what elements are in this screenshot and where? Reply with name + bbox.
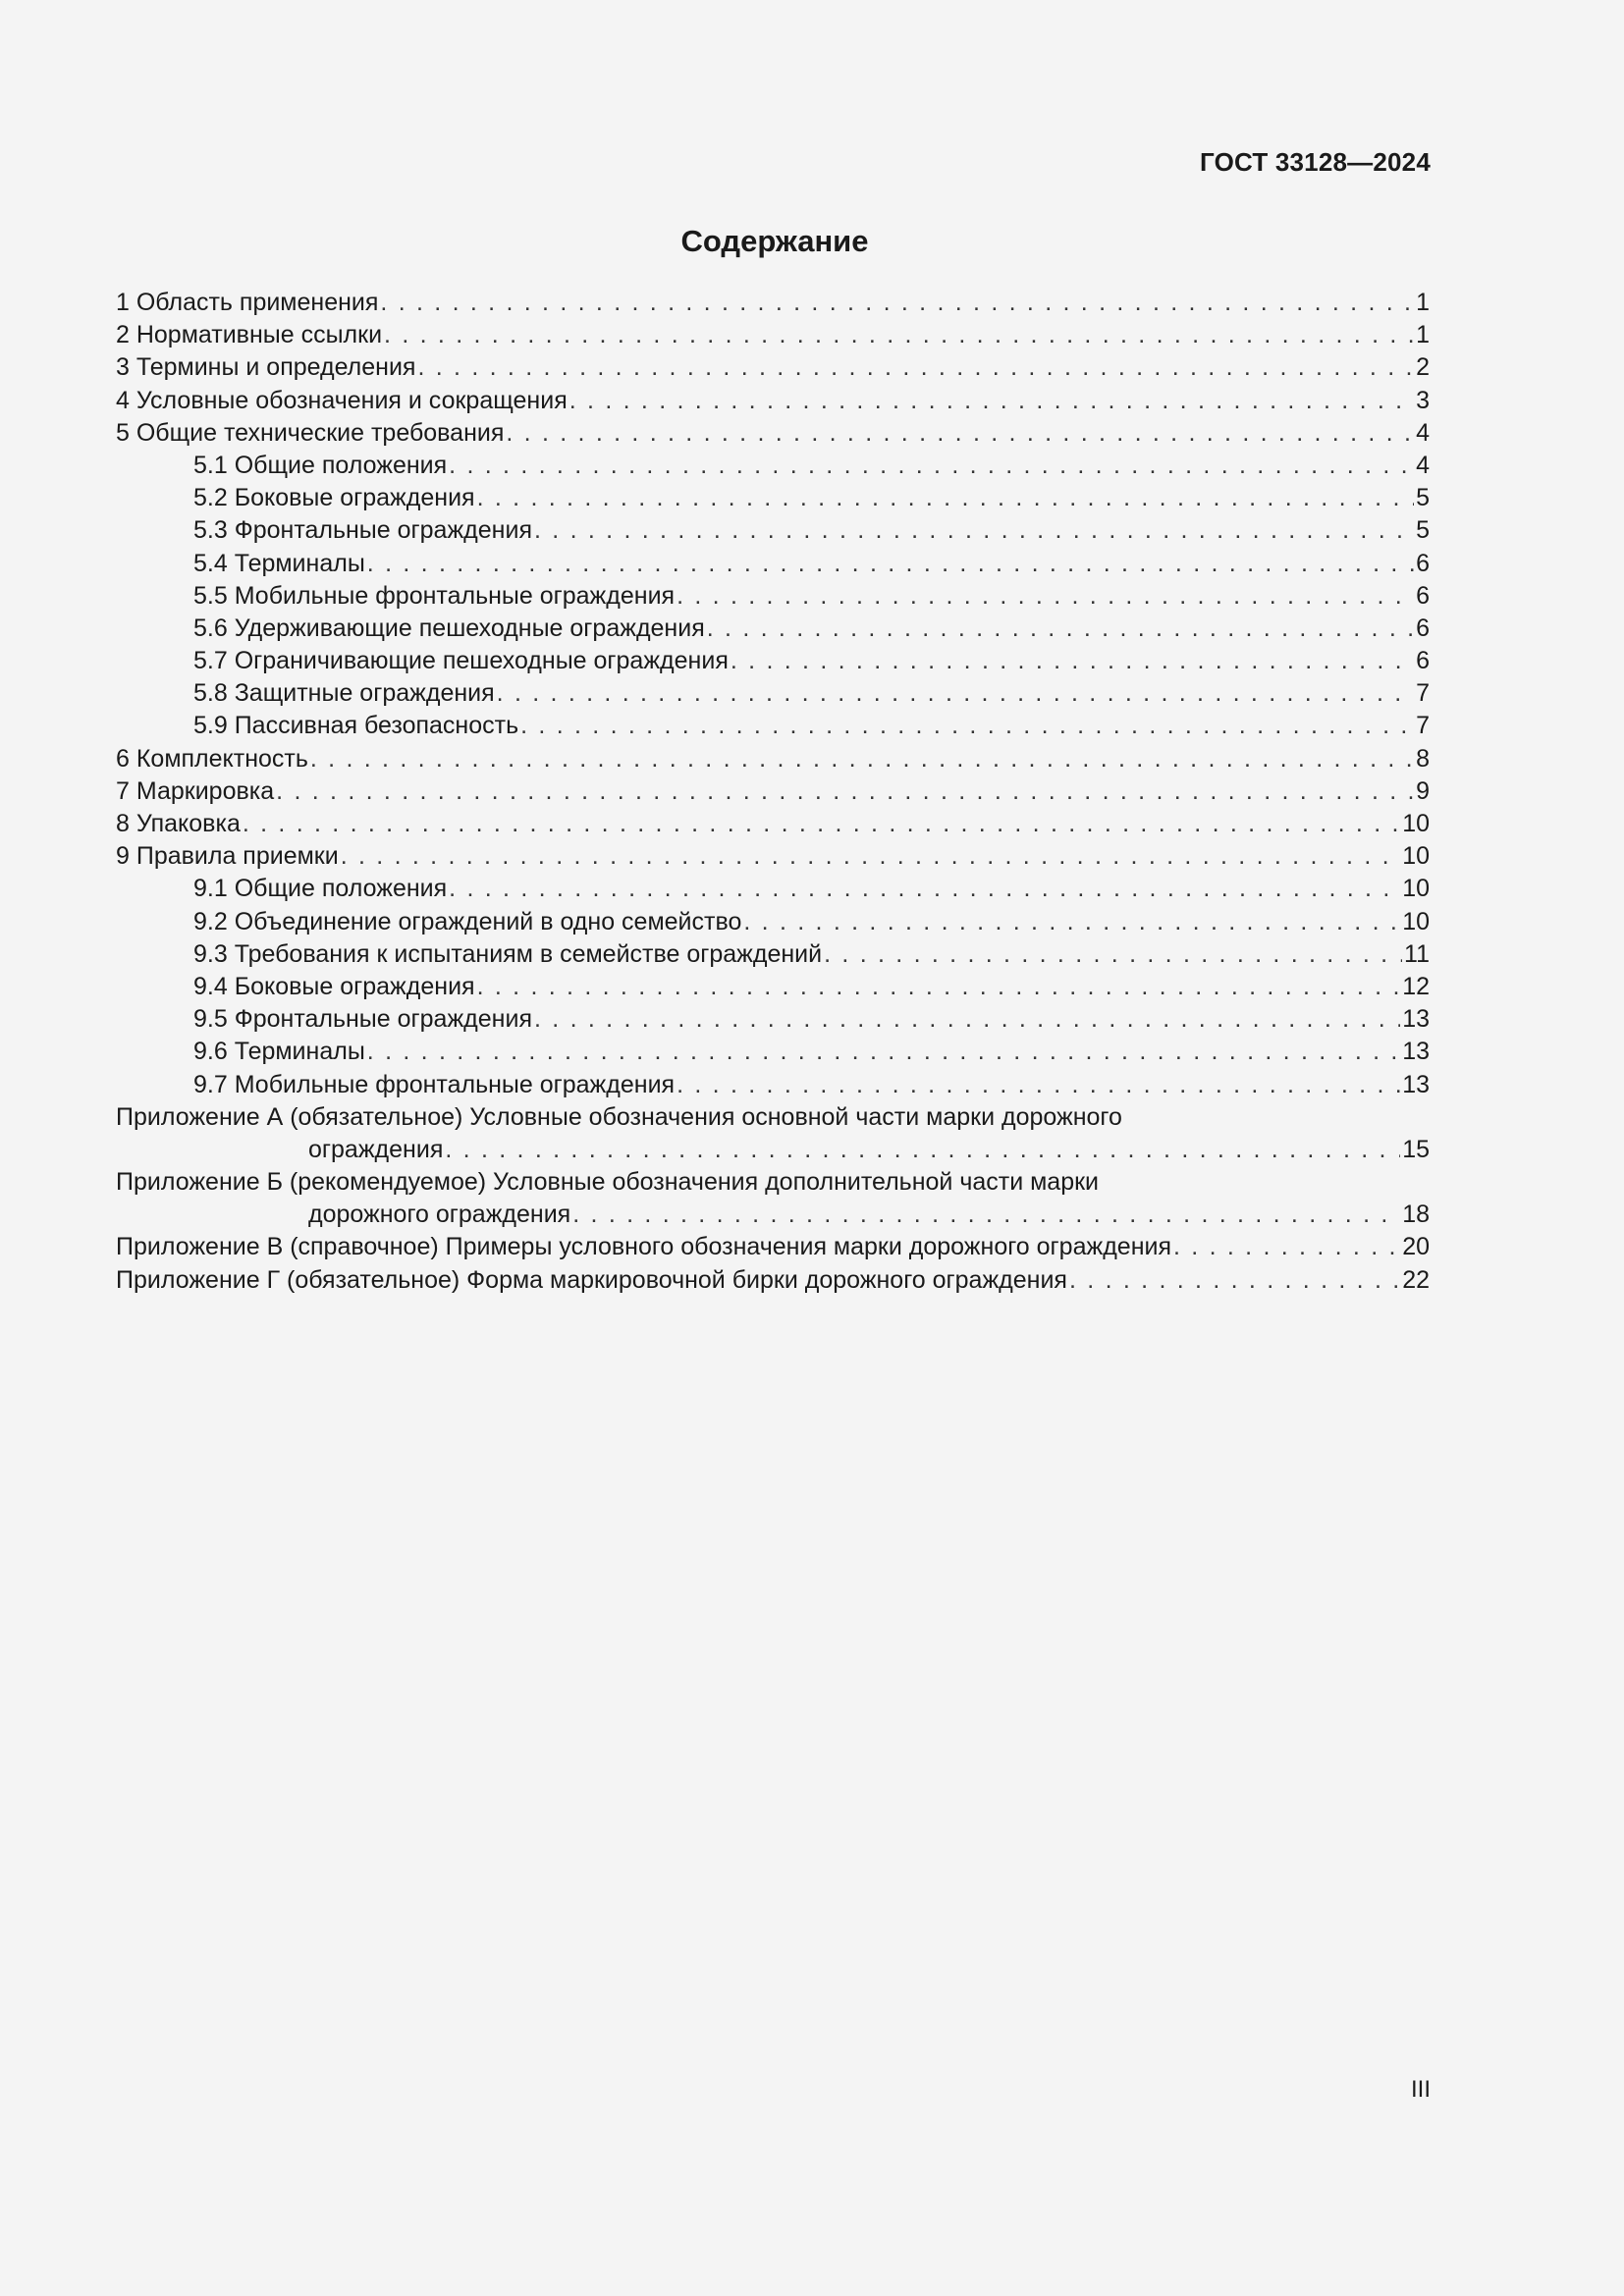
toc-dot-leader xyxy=(824,938,1402,971)
toc-dot-leader xyxy=(1069,1264,1400,1297)
toc-dot-leader xyxy=(497,677,1414,710)
toc-dot-leader xyxy=(677,580,1414,613)
toc-entry[interactable] xyxy=(116,906,1430,938)
toc-entry[interactable] xyxy=(116,482,1430,514)
toc-title: Содержание xyxy=(680,224,869,258)
toc-entry-label: 5.9 Пассивная безопасность xyxy=(193,712,519,740)
toc-entry-page: 4 xyxy=(1416,418,1430,447)
toc-entry[interactable] xyxy=(116,1264,1430,1297)
toc-entry-page: 22 xyxy=(1402,1265,1430,1294)
toc-entry[interactable] xyxy=(116,450,1430,482)
toc-entry-label: 9.2 Объединение ограждений в одно семейство xyxy=(193,907,742,935)
toc-dot-leader xyxy=(677,1069,1400,1101)
toc-dot-leader xyxy=(449,450,1414,482)
toc-dot-leader xyxy=(243,808,1400,840)
toc-dot-leader xyxy=(743,906,1400,938)
toc-entry-page: 2 xyxy=(1416,353,1430,382)
toc-entry-page: 10 xyxy=(1402,810,1430,837)
toc-entry-page: 5 xyxy=(1416,484,1430,512)
toc-dot-leader xyxy=(534,1003,1400,1036)
toc-entry-label: 5 Общие технические требования xyxy=(116,418,505,447)
toc-dot-leader xyxy=(445,1134,1400,1166)
toc-dot-leader xyxy=(477,482,1415,514)
toc-entry-label: дорожного ограждения xyxy=(308,1201,571,1229)
toc-entry-label: 6 Комплектность xyxy=(116,744,308,773)
toc-entry-page: 7 xyxy=(1416,679,1430,708)
toc-dot-leader xyxy=(572,1199,1400,1231)
toc-entry-label: 5.5 Мобильные фронтальные ограждения xyxy=(193,581,676,610)
toc-entry-label: 9.4 Боковые ограждения xyxy=(193,972,475,1000)
toc-dot-leader xyxy=(380,287,1414,319)
toc-entry-page: 1 xyxy=(1416,289,1430,316)
toc-dot-leader xyxy=(1173,1231,1400,1263)
toc-entry[interactable] xyxy=(116,385,1430,417)
toc-dot-leader xyxy=(276,775,1414,808)
toc-entry[interactable] xyxy=(116,548,1430,580)
toc-entry-page: 13 xyxy=(1402,1070,1430,1098)
toc-entry[interactable] xyxy=(116,808,1430,840)
toc-entry-page: 6 xyxy=(1416,581,1430,610)
toc-dot-leader xyxy=(707,613,1414,645)
toc-dot-leader xyxy=(367,1036,1400,1068)
toc-dot-leader xyxy=(367,548,1414,580)
toc-entry-label: 9.6 Терминалы xyxy=(193,1038,365,1066)
toc-entry-label: 3 Термины и определения xyxy=(116,353,416,382)
toc-entry-label: 5.7 Ограничивающие пешеходные ограждения xyxy=(193,647,729,675)
toc-entry-page: 8 xyxy=(1416,744,1430,773)
toc-entry-label: 9 Правила приемки xyxy=(116,842,339,871)
toc-entry-label: ограждения xyxy=(308,1135,444,1163)
toc-entry-page: 10 xyxy=(1402,907,1430,935)
toc-entry-page: 13 xyxy=(1402,1005,1430,1034)
toc-entry[interactable] xyxy=(116,710,1430,742)
toc-entry-label: Приложение Б (рекомендуемое) Условные обозначения дополнительной части марки xyxy=(116,1168,1100,1197)
toc-entry-page: 1 xyxy=(1416,321,1430,349)
toc-entry-label: 5.2 Боковые ограждения xyxy=(193,484,475,512)
toc-entry[interactable] xyxy=(116,514,1430,547)
toc-entry[interactable] xyxy=(116,1003,1430,1036)
toc-entry[interactable] xyxy=(116,580,1430,613)
toc-entry-label: Приложение Г (обязательное) Форма маркировочной бирки дорожного ограждения xyxy=(116,1265,1067,1294)
toc-dot-leader xyxy=(449,873,1400,905)
toc-entry-label: 8 Упаковка xyxy=(116,810,241,837)
toc-dot-leader xyxy=(341,840,1400,873)
toc-entry[interactable] xyxy=(116,1101,1430,1134)
toc-entry-page: 6 xyxy=(1416,549,1430,577)
toc-entry[interactable] xyxy=(116,743,1430,775)
toc-entry-label: 5.4 Терминалы xyxy=(193,549,365,577)
toc-entry[interactable] xyxy=(116,775,1430,808)
toc-entry-page: 4 xyxy=(1416,451,1430,479)
toc-entry-page: 10 xyxy=(1402,875,1430,903)
toc-entry[interactable] xyxy=(116,351,1430,384)
toc-entry[interactable] xyxy=(116,319,1430,351)
toc-entry-label: 1 Область применения xyxy=(116,289,379,316)
toc-entry-page: 11 xyxy=(1404,939,1430,968)
toc-entry-label: 9.7 Мобильные фронтальные ограждения xyxy=(193,1070,676,1098)
toc-entry[interactable] xyxy=(116,873,1430,905)
toc-entry[interactable] xyxy=(116,1199,1430,1231)
toc-entry[interactable] xyxy=(116,1231,1430,1263)
toc-entry-label: 4 Условные обозначения и сокращения xyxy=(116,386,568,414)
toc-entry-page: 12 xyxy=(1402,972,1430,1000)
toc-entry-label: 9.1 Общие положения xyxy=(193,875,448,903)
toc-entry-page: 3 xyxy=(1416,386,1430,414)
toc-entry-page: 5 xyxy=(1416,516,1430,545)
toc-entry-page: 15 xyxy=(1402,1135,1430,1163)
toc-entry-label: Приложение А (обязательное) Условные обозначения основной части марки дорожного xyxy=(116,1102,1122,1131)
toc-entry[interactable] xyxy=(116,840,1430,873)
toc-entry-label: 5.8 Защитные ограждения xyxy=(193,679,495,708)
toc-dot-leader xyxy=(417,351,1414,384)
toc-entry[interactable] xyxy=(116,1069,1430,1101)
page-number: III xyxy=(1410,2076,1431,2103)
toc-entry[interactable] xyxy=(116,287,1430,319)
toc-entry-page: 18 xyxy=(1402,1201,1430,1229)
table-of-contents xyxy=(116,287,1430,1297)
toc-entry-label: 7 Маркировка xyxy=(116,776,275,805)
toc-dot-leader xyxy=(310,743,1414,775)
toc-entry[interactable] xyxy=(116,645,1430,677)
toc-entry-label: 5.6 Удерживающие пешеходные ограждения xyxy=(193,614,705,642)
toc-entry[interactable] xyxy=(116,613,1430,645)
toc-entry-page: 6 xyxy=(1416,647,1430,675)
toc-entry-page: 7 xyxy=(1416,712,1430,740)
toc-entry-page: 6 xyxy=(1416,614,1430,642)
toc-entry[interactable] xyxy=(116,938,1430,971)
toc-entry-label: Приложение В (справочное) Примеры условного обозначения марки дорожного ограждения xyxy=(116,1233,1171,1261)
toc-entry[interactable] xyxy=(116,1166,1430,1199)
toc-entry[interactable] xyxy=(116,417,1430,450)
toc-entry-page: 20 xyxy=(1402,1233,1430,1261)
toc-entry[interactable] xyxy=(116,971,1430,1003)
toc-entry[interactable] xyxy=(116,1134,1430,1166)
toc-entry-page: 13 xyxy=(1402,1038,1430,1066)
toc-entry-label: 5.3 Фронтальные ограждения xyxy=(193,516,532,545)
toc-entry-page: 9 xyxy=(1416,776,1430,805)
toc-dot-leader xyxy=(534,514,1414,547)
toc-entry-label: 2 Нормативные ссылки xyxy=(116,321,383,349)
toc-dot-leader xyxy=(520,710,1414,742)
document-id-header: ГОСТ 33128—2024 xyxy=(1200,147,1431,177)
toc-entry[interactable] xyxy=(116,677,1430,710)
toc-dot-leader xyxy=(384,319,1414,351)
toc-dot-leader xyxy=(569,385,1414,417)
toc-dot-leader xyxy=(477,971,1401,1003)
toc-entry-label: 9.5 Фронтальные ограждения xyxy=(193,1005,532,1034)
toc-entry-label: 9.3 Требования к испытаниям в семействе ограждений xyxy=(193,939,823,968)
toc-entry-page: 10 xyxy=(1402,842,1430,871)
toc-dot-leader xyxy=(506,417,1414,450)
toc-entry-label: 5.1 Общие положения xyxy=(193,451,448,479)
toc-dot-leader xyxy=(731,645,1414,677)
toc-entry[interactable] xyxy=(116,1036,1430,1068)
